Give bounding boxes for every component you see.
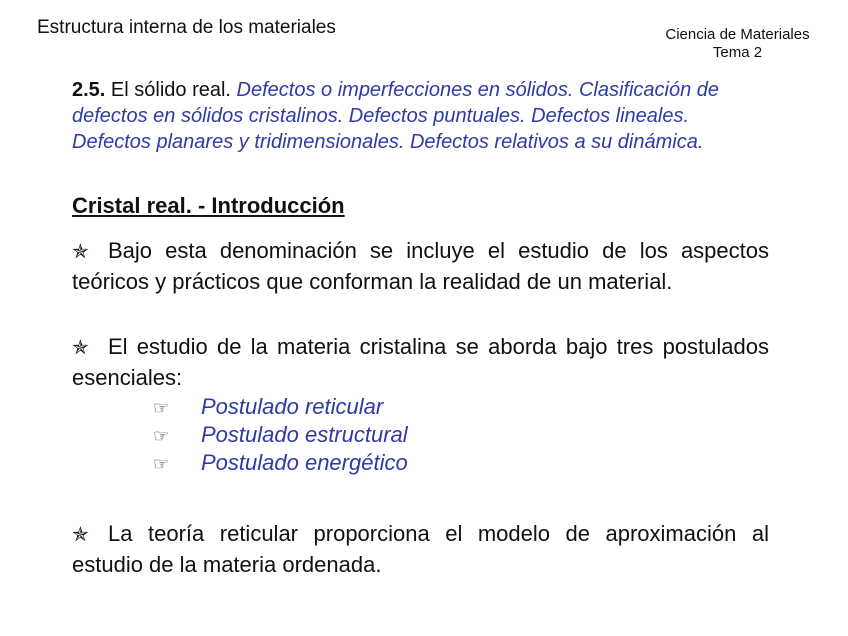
section-number: 2.5. — [72, 79, 106, 101]
list-item — [153, 421, 408, 449]
star-icon: ✯ — [72, 524, 89, 546]
paragraph-2 — [72, 332, 769, 392]
paragraph-text: El estudio de la materia cristalina se aborda bajo tres postulados esenciales: — [72, 334, 769, 390]
header-left-title: Estructura interna de los materiales — [37, 17, 336, 38]
postulado-label: Postulado estructural — [201, 422, 408, 447]
postulados-list — [153, 393, 408, 477]
heading-cristal-real: Cristal real. - Introducción — [72, 193, 345, 218]
paragraph-text: La teoría reticular proporciona el modelo de aproximación al estudio de la materia ordenada. — [72, 521, 769, 577]
star-icon: ✯ — [72, 337, 89, 359]
pointing-hand-icon: ☞ — [153, 398, 170, 418]
paragraph-3 — [72, 519, 769, 579]
postulado-label: Postulado reticular — [201, 394, 384, 419]
paragraph-text: Bajo esta denominación se incluye el estudio de los aspectos teóricos y prácticos que conforman la realidad de un material. — [72, 238, 769, 294]
topic-number: Tema 2 — [712, 44, 763, 61]
pointing-hand-icon: ☞ — [153, 454, 170, 474]
header-right — [655, 26, 820, 62]
paragraph-1 — [72, 236, 769, 296]
section-subtitle: Defectos o imperfecciones en sólidos. Clasificación de defectos en sólidos cristalinos. Defectos puntuales. Defectos lineales. Defectos planares y tridimensionales. Defectos relativos a su dinámica. — [72, 79, 720, 153]
section-intro — [72, 77, 772, 155]
section-title: El sólido real. — [110, 79, 231, 101]
pointing-hand-icon: ☞ — [153, 426, 170, 446]
list-item — [153, 393, 408, 421]
star-icon: ✯ — [72, 241, 89, 263]
postulado-label: Postulado energético — [201, 450, 408, 475]
course-name: Ciencia de Materiales — [665, 26, 810, 43]
list-item — [153, 449, 408, 477]
